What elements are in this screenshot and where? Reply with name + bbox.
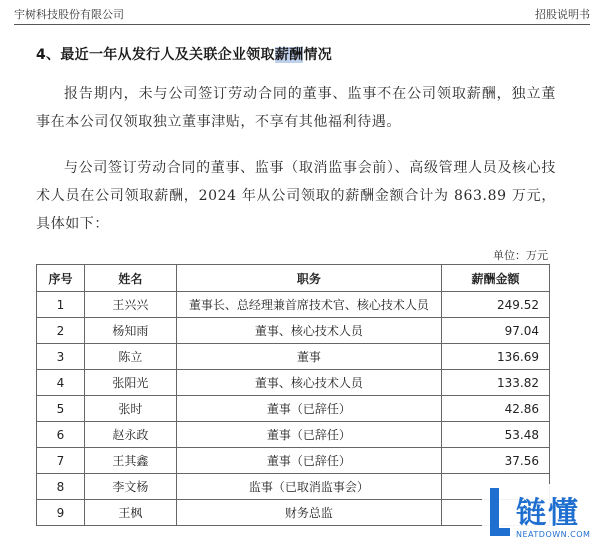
cell-compensation: 133.82 [442,370,550,396]
cell-compensation: 136.69 [442,344,550,370]
cell-name: 王兴兴 [84,292,176,318]
watermark-domain: NEATDOWN.COM [516,530,591,539]
table-header-row [37,265,550,292]
table-row [37,396,550,422]
cell-index: 2 [37,318,85,344]
table-row [37,370,550,396]
table-unit-label: 单位：万元 [493,249,548,262]
table-row [37,448,550,474]
cell-index: 1 [37,292,85,318]
header-divider [14,24,590,25]
l-logo-icon [488,488,508,544]
header-index: 序号 [37,265,85,292]
watermark-brand: 链懂 [516,496,580,531]
cell-name: 王其鑫 [84,448,176,474]
cell-name: 杨知雨 [84,318,176,344]
cell-position: 董事、核心技术人员 [176,318,441,344]
header-doc-type: 招股说明书 [535,8,590,21]
cell-index: 5 [37,396,85,422]
cell-position: 财务总监 [176,500,441,526]
table-row [37,500,550,526]
cell-name: 王枫 [84,500,176,526]
section-title-prefix: 4、最近一年从发行人及关联企业领取 [36,47,275,63]
cell-name: 张时 [84,396,176,422]
cell-index: 9 [37,500,85,526]
section-title-highlight: 薪酬 [274,47,304,63]
cell-index: 8 [37,474,85,500]
cell-position: 董事（已辞任） [176,422,441,448]
cell-index: 3 [37,344,85,370]
cell-name: 张阳光 [84,370,176,396]
cell-position: 董事（已辞任） [176,448,441,474]
cell-index: 6 [37,422,85,448]
cell-compensation: 249.52 [442,292,550,318]
compensation-table [36,264,550,526]
watermark-logo [482,484,600,550]
cell-name: 赵永政 [84,422,176,448]
page-header [14,6,590,22]
cell-index: 7 [37,448,85,474]
cell-name: 陈立 [84,344,176,370]
cell-position: 董事、核心技术人员 [176,370,441,396]
table-row [37,344,550,370]
cell-position: 董事 [176,344,441,370]
paragraph-compensation-total: 与公司签订劳动合同的董事、监事（取消监事会前）、高级管理人员及核心技术人员在公司领取薪酬，2024 年从公司领取的薪酬金额合计为 863.89 万元，具体如下： [36,160,556,232]
section-title-suffix: 情况 [303,47,333,63]
header-position: 职务 [176,265,441,292]
cell-name: 李文杨 [84,474,176,500]
header-company: 宇树科技股份有限公司 [14,8,124,21]
section-title [36,44,332,64]
header-compensation: 薪酬金额 [442,265,550,292]
table-row [37,422,550,448]
cell-position: 董事长、总经理兼首席技术官、核心技术人员 [176,292,441,318]
paragraph-non-employee-directors: 报告期内，未与公司签订劳动合同的董事、监事不在公司领取薪酬，独立董事在本公司仅领取独立董事津贴，不享有其他福利待遇。 [36,86,556,130]
cell-compensation: 37.56 [442,448,550,474]
cell-position: 董事（已辞任） [176,396,441,422]
cell-compensation: 97.04 [442,318,550,344]
table-row [37,474,550,500]
header-name: 姓名 [84,265,176,292]
cell-compensation: 53.48 [442,422,550,448]
table-row [37,318,550,344]
cell-position: 监事（已取消监事会） [176,474,441,500]
cell-index: 4 [37,370,85,396]
cell-compensation: 42.86 [442,396,550,422]
table-row [37,292,550,318]
